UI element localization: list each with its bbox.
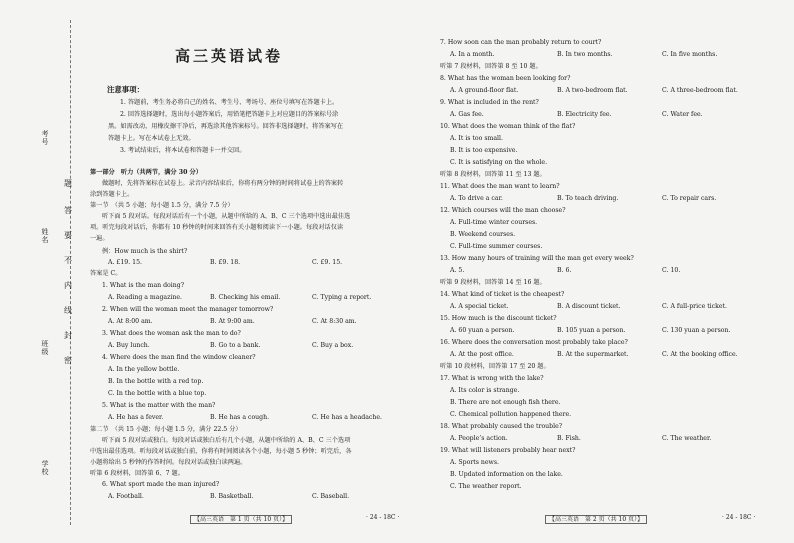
option-b: B. In two months. — [557, 51, 613, 58]
listen-instruction: 听第 6 段材料，回答第 6、7 题。 — [90, 470, 184, 477]
option-c: C. Chemical pollution happened there. — [450, 411, 572, 418]
listen-instruction: 听第 9 段材料，回答第 14 至 16 题。 — [440, 279, 546, 286]
section2-intro: 听下面 5 段对话或独白。每段对话或独白后有几个小题，从题中所给的 A、B、C 三个选项 — [102, 437, 351, 444]
option-a: A. To drive a car. — [450, 195, 503, 202]
option-c: C. Full-time summer courses. — [450, 243, 543, 250]
question: 15. How much is the discount ticket? — [440, 315, 557, 322]
option-a: A. People’s action. — [450, 435, 508, 442]
listen-instruction: 听第 10 段材料，回答第 17 至 20 题。 — [440, 363, 550, 370]
question: 11. What does the man want to learn? — [440, 183, 560, 190]
option-a: A. It is too small. — [450, 135, 503, 142]
question: 7. How soon can the man probably return to court? — [440, 39, 602, 46]
section1-heading: 第一节 （共 5 小题；每小题 1.5 分，满分 7.5 分） — [90, 202, 234, 209]
listen-instruction: 听第 8 段材料，回答第 11 至 13 题。 — [440, 171, 546, 178]
option-c: C. Water fee. — [662, 111, 703, 118]
option-a: A. Buy lunch. — [108, 342, 150, 349]
option-a: A. Its color is strange. — [450, 387, 520, 394]
notice-line: 答题卡上。写在本试卷上无效。 — [108, 135, 195, 142]
option-b: B. Updated information on the lake. — [450, 471, 563, 478]
option-b: B. A two-bedroom flat. — [557, 87, 628, 94]
page-footer-right — [545, 514, 647, 523]
page-number-box: 【高三英语 第 1 页（共 10 页）】 — [190, 515, 292, 524]
page-title: 高三英语试卷 — [175, 47, 284, 65]
warning-char: 内 — [64, 281, 72, 290]
option-a: A. Gas fee. — [450, 111, 484, 118]
option-b: B. Electricity fee. — [557, 111, 612, 118]
option-b: B. At 9:00 am. — [210, 318, 255, 325]
section2-intro: 小题将给出 5 秒钟的作答时间。每段对话或独白读两遍。 — [90, 459, 247, 466]
option-a: A. £19. 15. — [108, 259, 142, 266]
warning-char: 题 — [64, 179, 72, 188]
option-a: A. In a month. — [450, 51, 495, 58]
example-answer: 答案是 C。 — [90, 270, 122, 277]
warning-char: 线 — [64, 306, 72, 315]
example-question: 例：How much is the shirt? — [102, 248, 188, 255]
question: 4. Where does the man find the window cleaner? — [102, 354, 256, 361]
question: 10. What does the woman think of the flat? — [440, 123, 576, 130]
school-label: 学校 — [41, 460, 49, 476]
listen-instruction: 听第 7 段材料，回答第 8 至 10 题。 — [440, 63, 542, 70]
option-c: C. Buy a box. — [312, 342, 354, 349]
notice-line: 3. 考试结束后，将本试卷和答题卡一并交回。 — [120, 147, 246, 154]
option-b: B. In the bottle with a red top. — [108, 378, 204, 385]
warning-char: 不 — [64, 256, 72, 265]
class-label: 班级 — [41, 340, 49, 356]
option-b: B. Basketball. — [210, 493, 254, 500]
option-c: C. 130 yuan a person. — [662, 327, 731, 334]
option-b: B. Checking his email. — [210, 294, 281, 301]
option-a: A. A special ticket. — [450, 303, 509, 310]
option-b: B. He has a cough. — [210, 414, 270, 421]
option-c: C. Typing a report. — [312, 294, 372, 301]
option-b: B. At the supermarket. — [557, 351, 629, 358]
question: 5. What is the matter with the man? — [102, 402, 216, 409]
option-b: B. Go to a bank. — [210, 342, 261, 349]
option-c: C. The weather. — [662, 435, 712, 442]
warning-char: 密 — [64, 356, 72, 365]
part1-heading: 第一部分 听力（共两节，满分 30 分） — [90, 169, 202, 176]
option-a: A. At 8:00 am. — [108, 318, 153, 325]
section2-heading: 第二节 （共 15 小题；每小题 1.5 分，满分 22.5 分） — [90, 426, 242, 433]
option-b: B. Weekend courses. — [450, 231, 516, 238]
option-a: A. He has a fever. — [108, 414, 164, 421]
question: 2. When will the woman meet the manager tomorrow? — [102, 306, 274, 313]
binding-strip — [0, 0, 86, 543]
option-a: A. 60 yuan a person. — [450, 327, 515, 334]
question: 14. What kind of ticket is the cheapest? — [440, 291, 565, 298]
option-c: C. To repair cars. — [662, 195, 717, 202]
option-b: B. Fish. — [557, 435, 581, 442]
question: 16. Where does the conversation most probably take place? — [440, 339, 628, 346]
notice-line: 1. 答题前，考生务必将自己的姓名、考生号、考场号、座位号填写在答题卡上。 — [120, 99, 339, 106]
option-c: C. 10. — [662, 267, 681, 274]
option-b: B. £9. 18. — [210, 259, 241, 266]
notice-line: 黑。如需改动，用橡皮擦干净后，再选涂其他答案标号。回答非选择题时，将答案写在 — [108, 123, 344, 130]
question: 9. What is included in the rent? — [440, 99, 539, 106]
option-c: C. He has a headache. — [312, 414, 383, 421]
notice-heading: 注意事项： — [107, 85, 144, 94]
option-a: A. Full-time winter courses. — [450, 219, 538, 226]
option-a: A. A ground-floor flat. — [450, 87, 519, 94]
page-footer-left — [190, 514, 292, 523]
page-number-box: 【高三英语 第 2 页（共 10 页）】 — [545, 515, 647, 524]
option-c: C. It is satisfying on the whole. — [450, 159, 548, 166]
option-b: B. 6. — [557, 267, 572, 274]
option-c: C. A full-price ticket. — [662, 303, 727, 310]
option-c: C. Baseball. — [312, 493, 350, 500]
cut-line — [70, 20, 71, 525]
exam-number-label: 考号 — [41, 130, 49, 146]
question: 1. What is the man doing? — [102, 282, 185, 289]
option-a: A. At the post office. — [450, 351, 514, 358]
option-c: C. The weather report. — [450, 483, 522, 490]
option-a: A. 5. — [450, 267, 465, 274]
warning-char: 答 — [64, 206, 72, 215]
question: 12. Which courses will the man choose? — [440, 207, 566, 214]
option-c: C. £9. 15. — [312, 259, 343, 266]
option-c: C. In the bottle with a blue top. — [108, 390, 207, 397]
question: 19. What will listeners probably hear next? — [440, 447, 576, 454]
option-a: A. Reading a magazine. — [108, 294, 182, 301]
option-c: C. In five months. — [662, 51, 718, 58]
option-a: A. Sports news. — [450, 459, 499, 466]
section1-intro: 项。听完每段对话后，你都有 10 秒钟的时间来回答有关小题和阅读下一小题。每段对话仅读 — [90, 224, 344, 231]
option-c: C. A three-bedroom flat. — [662, 87, 738, 94]
section2-intro: 中选出最佳选项。听每段对话或独白前，你将有时间阅读各个小题，每小题 5 秒钟；听完后，各 — [90, 448, 352, 455]
option-c: C. At 8:30 am. — [312, 318, 357, 325]
name-label: 姓名 — [41, 228, 49, 244]
question: 18. What probably caused the trouble? — [440, 423, 563, 430]
option-b: B. 105 yuan a person. — [557, 327, 626, 334]
option-b: B. A discount ticket. — [557, 303, 621, 310]
question: 13. How many hours of training will the man get every week? — [440, 255, 634, 262]
warning-char: 要 — [64, 231, 72, 240]
warning-char: 封 — [64, 331, 72, 340]
paper-code-right: · 24 - 18C · — [722, 514, 756, 521]
question: 8. What has the woman been looking for? — [440, 75, 571, 82]
paper-code-left: · 24 - 18C · — [366, 514, 400, 521]
notice-line: 2. 回答选择题时，选出每小题答案后，用铅笔把答题卡上对应题目的答案标号涂 — [120, 111, 339, 118]
part1-intro: 涂到答题卡上。 — [90, 191, 134, 198]
part1-intro: 做题时，先将答案标在试卷上。录音内容结束后，你将有两分钟的时间将试卷上的答案转 — [102, 180, 344, 187]
option-b: B. It is too expensive. — [450, 147, 518, 154]
option-a: A. Football. — [108, 493, 144, 500]
question: 6. What sport made the man injured? — [102, 481, 220, 488]
option-b: B. There are not enough fish there. — [450, 399, 561, 406]
section1-intro: 一遍。 — [90, 235, 109, 242]
option-b: B. To teach driving. — [557, 195, 619, 202]
option-c: C. At the booking office. — [662, 351, 738, 358]
question: 17. What is wrong with the lake? — [440, 375, 544, 382]
option-a: A. In the yellow bottle. — [108, 366, 180, 373]
section1-intro: 听下面 5 段对话。每段对话后有一个小题，从题中所给的 A、B、C 三个选项中选出最佳选 — [102, 213, 351, 220]
question: 3. What does the woman ask the man to do? — [102, 330, 241, 337]
